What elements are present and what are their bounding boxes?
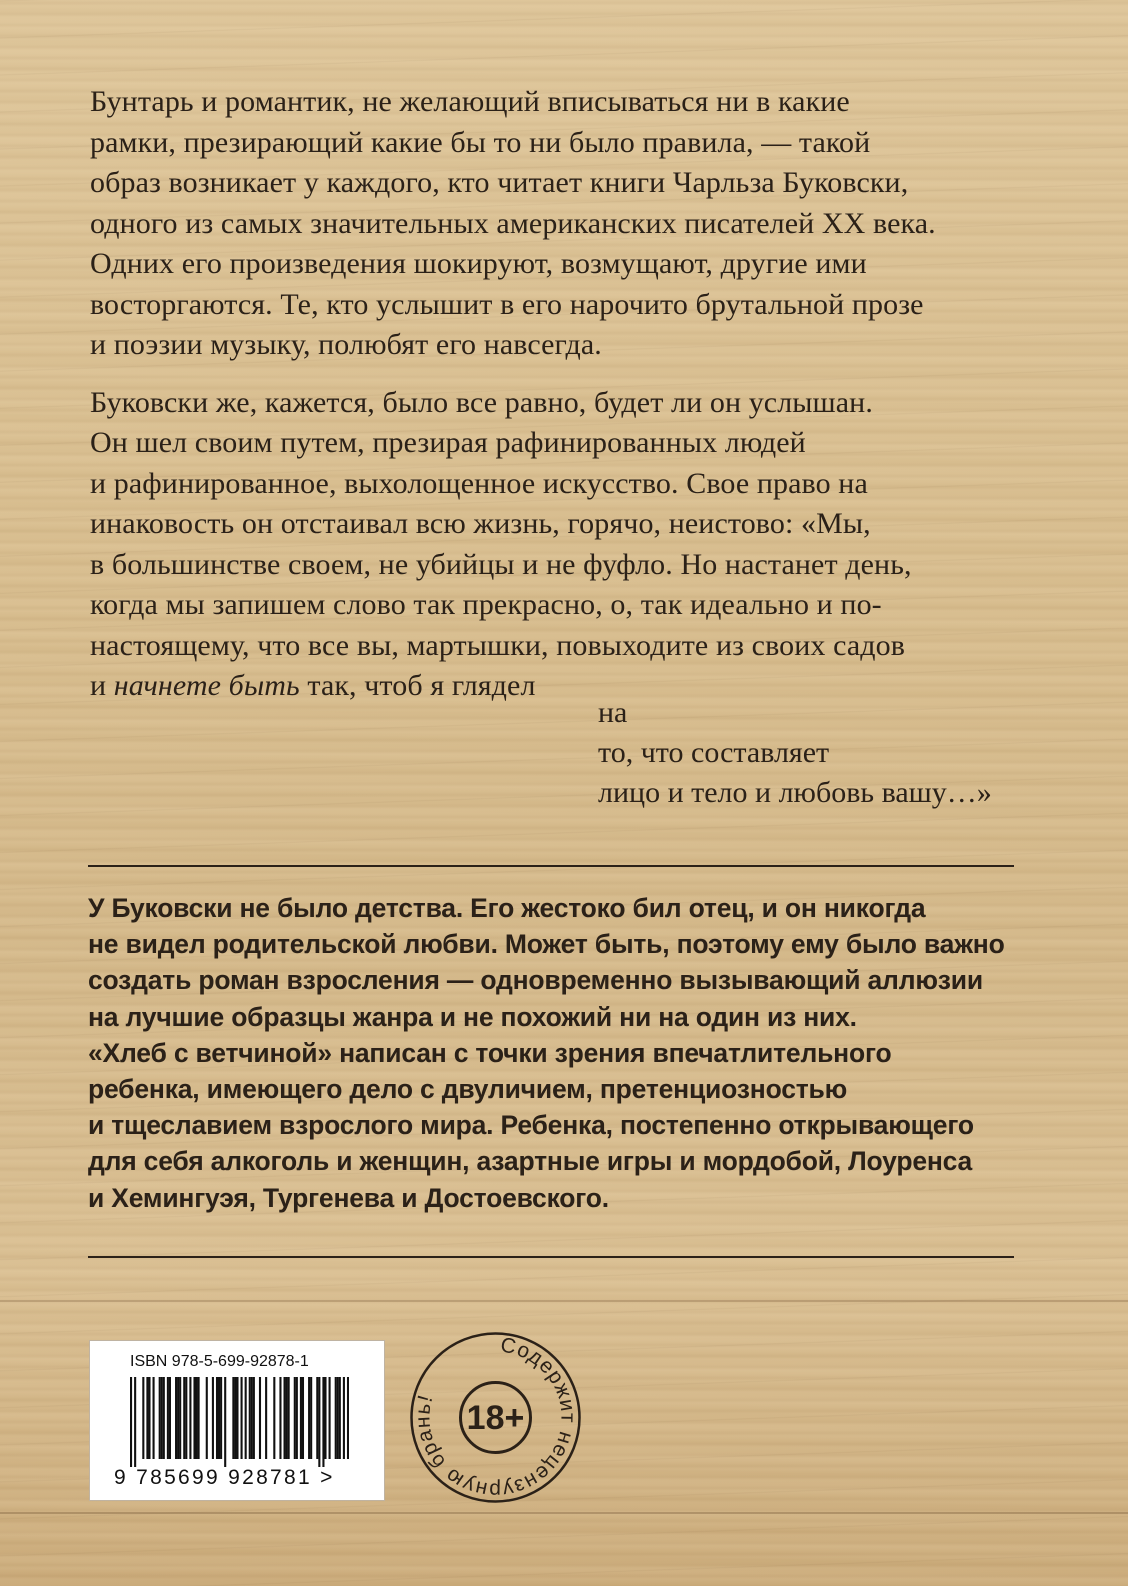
text-line: инаковость он отстаивал всю жизнь, горячо, неистово: «Мы, <box>90 507 871 540</box>
barcode-bar <box>329 1377 331 1459</box>
barcode-bar <box>146 1377 148 1459</box>
barcode-bar <box>296 1377 298 1459</box>
divider-rule <box>88 865 1014 867</box>
barcode-bar <box>130 1377 132 1467</box>
barcode-bar <box>183 1377 185 1459</box>
barcode-bar <box>308 1377 310 1459</box>
book-annotation <box>88 890 1038 1216</box>
isbn-number: ISBN 978-5-699-92878-1 <box>130 1353 309 1370</box>
wood-plank-seam <box>0 1512 1128 1514</box>
barcode-bar <box>335 1377 337 1459</box>
text-line: когда мы запишем слово так прекрасно, о, так идеально и по- <box>90 588 882 621</box>
wood-plank-seam <box>0 1300 1128 1302</box>
annotation-line: создать роман взросления — одновременно вызывающий аллюзии <box>88 965 983 996</box>
barcode-bar <box>134 1377 136 1467</box>
barcode-bar <box>310 1377 312 1459</box>
barcode-bar <box>265 1377 267 1459</box>
text-line: в большинстве своем, не убийцы и не фуфло. Но настанет день, <box>90 547 912 581</box>
text-line: и рафинированное, выхолощенное искусство. Свое право на <box>90 466 868 500</box>
text-line: и поэзии музыку, полюбят его навсегда. <box>90 328 602 361</box>
barcode-bar <box>249 1377 251 1459</box>
barcode-bar <box>198 1377 200 1459</box>
barcode-bar <box>167 1377 169 1459</box>
barcode-bar <box>316 1377 318 1459</box>
annotation-line: не видел родительской любви. Может быть, поэтому ему было важно <box>88 929 1005 960</box>
text-line: рамки, презирающий какие бы то ни было правила, — такой <box>90 125 871 159</box>
barcode-bar <box>220 1377 222 1459</box>
poem-line: лицо и тело и любовь вашу…» <box>598 776 992 809</box>
barcode-bar <box>179 1377 181 1459</box>
annotation-line: на лучшие образцы жанра и не похожий ни на один из них. <box>88 1001 857 1032</box>
intro-paragraph-2 <box>90 383 1040 707</box>
barcode-bar <box>288 1377 290 1459</box>
barcode-bar <box>245 1377 247 1459</box>
annotation-line: для себя алкоголь и женщин, азартные игры и мордобой, Лоуренса <box>88 1146 973 1177</box>
text-fragment: и <box>90 669 114 702</box>
divider-rule <box>88 1256 1014 1258</box>
annotation-line: У Буковски не было детства. Его жестоко бил отец, и он никогда <box>88 893 926 923</box>
barcode-bar <box>161 1377 163 1459</box>
poem-quote <box>598 693 992 813</box>
barcode-bar <box>347 1377 349 1459</box>
annotation-line: «Хлеб с ветчиной» написан с точки зрения впечатлительного <box>88 1037 892 1068</box>
barcode-bar <box>185 1377 187 1459</box>
warning-ring-path: Содержит нецензурную брань! <box>411 1333 580 1502</box>
barcode-bar <box>148 1377 150 1459</box>
barcode-bar <box>224 1377 226 1467</box>
barcode-bar <box>343 1377 345 1459</box>
poem-line: на <box>598 696 628 729</box>
text-line: одного из самых значительных американских писателей XX века. <box>90 206 936 240</box>
barcode-bar <box>339 1377 341 1459</box>
barcode-bar <box>189 1377 191 1459</box>
barcode-digits: 9 785699 928781 > <box>114 1466 335 1489</box>
text-line: Буковски же, кажется, было все равно, будет ли он услышан. <box>90 385 873 419</box>
barcode-bar <box>163 1377 165 1459</box>
text-line: Он шел своим путем, презирая рафинированных людей <box>90 426 806 459</box>
barcode-bar <box>206 1377 208 1459</box>
annotation-line: и Хемингуэя, Тургенева и Достоевского. <box>88 1182 609 1213</box>
text-line: настоящему, что все вы, мартышки, повыходите из своих садов <box>90 628 906 662</box>
barcode-bar <box>216 1377 218 1459</box>
text-line: Одних его произведения шокируют, возмущают, другие ими <box>90 247 867 280</box>
barcode-bar <box>337 1377 339 1459</box>
barcode-bar <box>294 1377 296 1459</box>
barcode-bar <box>318 1377 320 1467</box>
barcode-bar <box>302 1377 304 1459</box>
barcode-bar <box>195 1377 197 1459</box>
barcode-bar <box>324 1377 326 1459</box>
intro-paragraph-1 <box>90 82 1040 366</box>
barcode-bar <box>234 1377 236 1459</box>
barcode-bar <box>142 1377 144 1459</box>
italic-phrase: начнете быть <box>113 669 300 702</box>
barcode-bar <box>251 1377 253 1459</box>
poem-line: то, что составляет <box>598 736 830 769</box>
barcode-bar <box>177 1377 179 1459</box>
text-line: Бунтарь и романтик, не желающий вписываться ни в какие <box>90 85 850 118</box>
barcode-bar <box>218 1377 220 1459</box>
barcode-bar <box>153 1377 155 1459</box>
barcode-bar <box>322 1377 324 1467</box>
barcode-bar <box>279 1377 281 1459</box>
barcode-bar <box>284 1377 286 1459</box>
barcode-bar <box>286 1377 288 1459</box>
age-rating-text: 18+ <box>466 1399 525 1437</box>
text-line: восторгаются. Те, кто услышит в его нарочито брутальной прозе <box>90 287 924 321</box>
barcode-bar <box>159 1377 161 1459</box>
barcode-bar <box>241 1377 243 1459</box>
barcode-bar <box>193 1377 195 1459</box>
barcode-bar <box>212 1377 214 1459</box>
barcode-bar <box>175 1377 177 1459</box>
text-line: образ возникает у каждого, кто читает книги Чарльза Буковски, <box>90 166 909 199</box>
barcode-image <box>130 1377 349 1467</box>
barcode-bar <box>273 1377 275 1459</box>
annotation-line: и тщеславием взрослого мира. Ребенка, постепенно открывающего <box>88 1110 974 1141</box>
text-fragment: так, чтоб я глядел <box>299 669 536 702</box>
barcode-bar <box>259 1377 261 1459</box>
age-rating-badge <box>408 1330 583 1505</box>
annotation-line: ребенка, имеющего дело с двуличием, претенциозностью <box>88 1074 848 1105</box>
barcode-bar <box>300 1377 302 1459</box>
isbn-label <box>89 1340 385 1501</box>
barcode-bar <box>236 1377 238 1459</box>
barcode-bar <box>232 1377 234 1459</box>
barcode-bar <box>253 1377 255 1459</box>
barcode-bar <box>169 1377 171 1459</box>
intro-text <box>90 82 1040 707</box>
